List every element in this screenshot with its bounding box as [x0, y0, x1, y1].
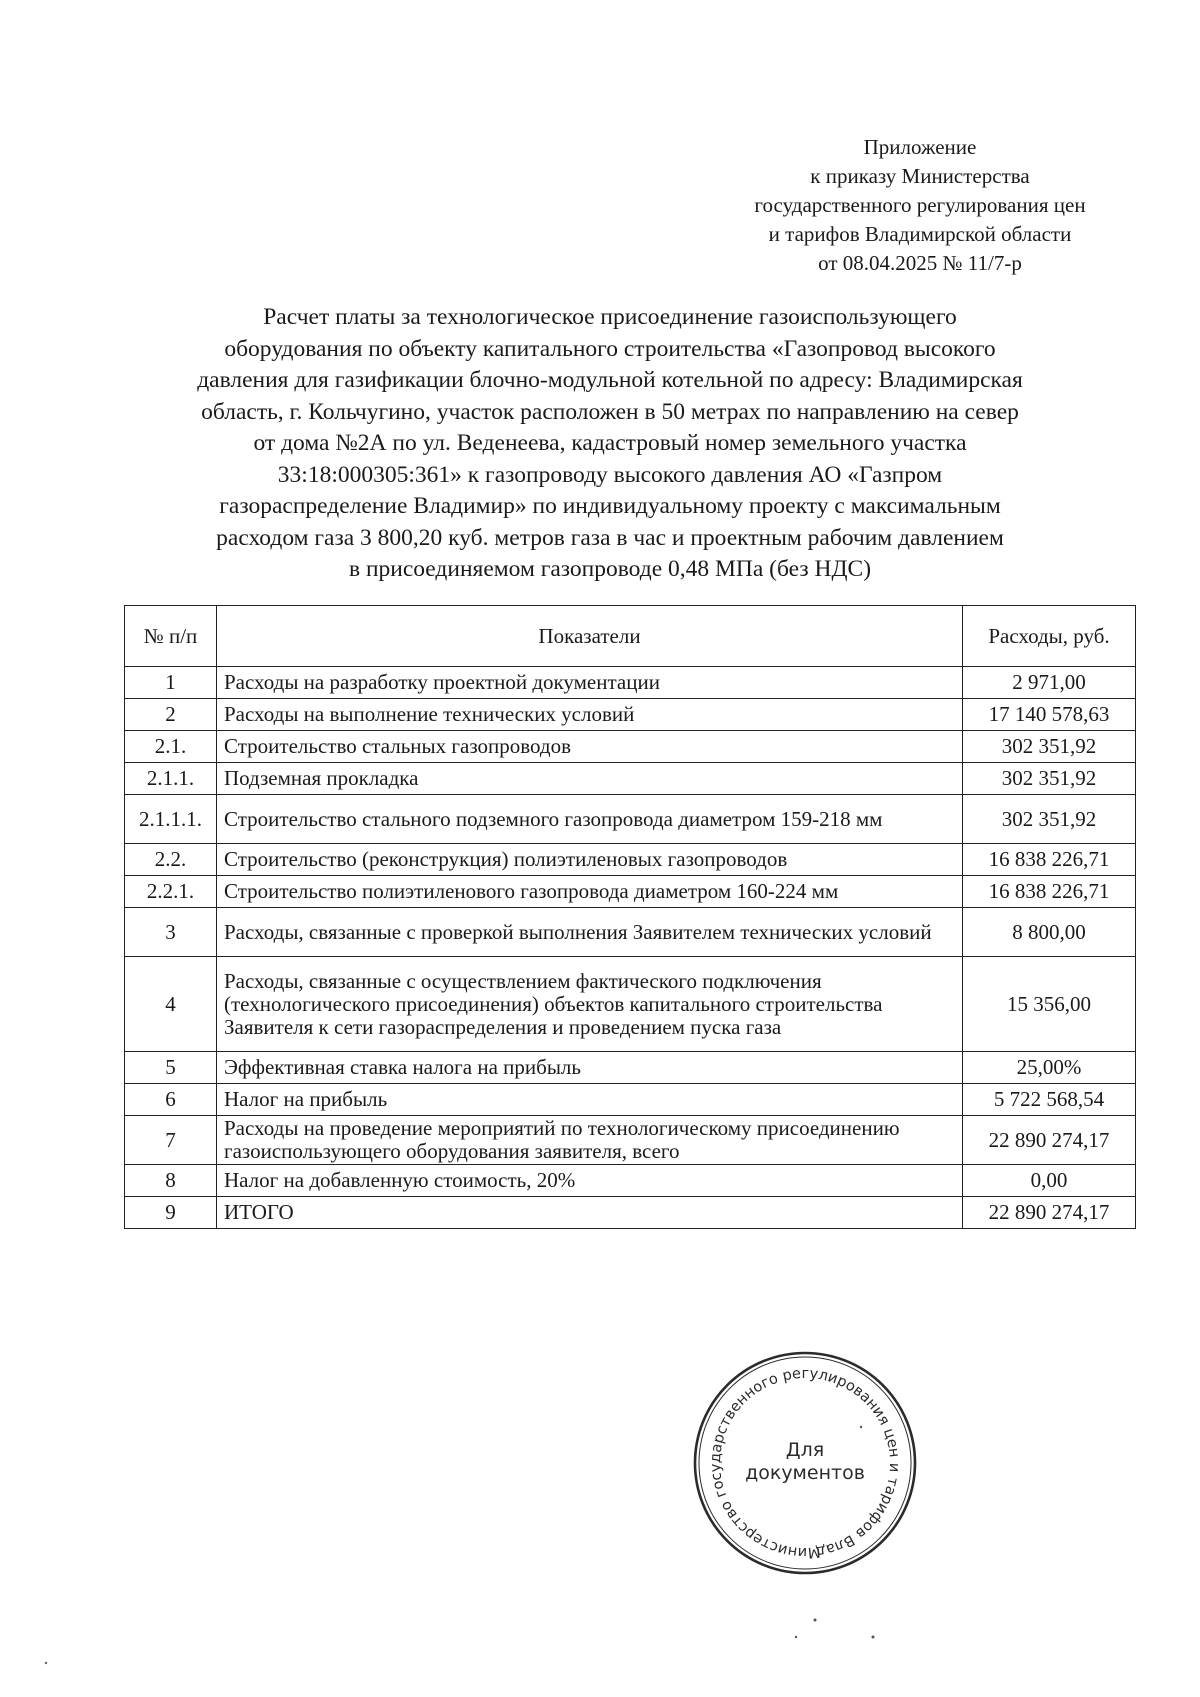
title-line: расходом газа 3 800,20 куб. метров газа в час и проектным рабочим давлением [216, 524, 1004, 551]
row-name: ИТОГО [217, 1197, 963, 1229]
row-amount: 302 351,92 [963, 795, 1136, 844]
row-num: 1 [125, 667, 217, 699]
row-num: 2 [125, 699, 217, 731]
appendix-line: к приказу Министерства [810, 164, 1030, 188]
row-name: Строительство стального подземного газопровода диаметром 159-218 мм [217, 795, 963, 844]
appendix-line: государственного регулирования цен [754, 193, 1086, 217]
table-row [125, 1084, 1136, 1116]
table-row [125, 844, 1136, 876]
row-num: 7 [125, 1116, 217, 1165]
row-amount: 22 890 274,17 [963, 1197, 1136, 1229]
row-amount: 17 140 578,63 [963, 699, 1136, 731]
row-amount: 8 800,00 [963, 908, 1136, 957]
title-line: в присоединяемом газопроводе 0,48 МПа (без НДС) [348, 556, 872, 582]
table-row [125, 667, 1136, 699]
row-name: Расходы на разработку проектной документации [217, 667, 963, 699]
row-num: 2.2. [125, 844, 217, 876]
appendix-line: и тарифов Владимирской области [768, 222, 1072, 246]
header-amount: Расходы, руб. [963, 606, 1136, 667]
row-name: Строительство стальных газопроводов [217, 731, 963, 763]
title-line: газораспределение Владимир» по индивидуальному проекту с максимальным [219, 493, 1001, 519]
row-num: 2.1.1. [125, 763, 217, 795]
row-num: 4 [125, 957, 217, 1052]
row-name: Строительство (реконструкция) полиэтиленовых газопроводов [217, 844, 963, 876]
header-num: № п/п [125, 606, 217, 667]
row-amount: 302 351,92 [963, 763, 1136, 795]
row-amount: 302 351,92 [963, 731, 1136, 763]
scan-speck [795, 1636, 797, 1638]
row-name: Строительство полиэтиленового газопровода диаметром 160-224 мм [217, 876, 963, 908]
row-num: 2.1.1.1. [125, 795, 217, 844]
row-num: 8 [125, 1165, 217, 1197]
table-row [125, 957, 1136, 1052]
row-num: 5 [125, 1052, 217, 1084]
row-name: Налог на добавленную стоимость, 20% [217, 1165, 963, 1197]
table-row [125, 1116, 1136, 1165]
table-row [125, 699, 1136, 731]
row-num: 9 [125, 1197, 217, 1229]
row-amount: 25,00% [963, 1052, 1136, 1084]
row-amount: 16 838 226,71 [963, 844, 1136, 876]
scan-speck [45, 1662, 47, 1664]
title-line: давления для газификации блочно-модульной котельной по адресу: Владимирская [197, 367, 1023, 393]
row-name: Расходы, связанные с осуществлением фактического подключения (технологического присоединения) объектов капитального строительства Заявителя к сети газораспределения и проведением пуска газа [217, 957, 963, 1052]
header-name: Показатели [217, 606, 963, 667]
row-amount: 2 971,00 [963, 667, 1136, 699]
stamp-ring-textpath: Министерство государственного регулирования цен и тарифов Владимирской [706, 1364, 904, 1562]
appendix-line: Приложение [863, 135, 977, 159]
row-amount: 22 890 274,17 [963, 1116, 1136, 1165]
row-num: 2.2.1. [125, 876, 217, 908]
table-row [125, 876, 1136, 908]
stamp-center-line2: документов [745, 1462, 865, 1484]
title-line: от дома №2А по ул. Веденеева, кадастровый номер земельного участка [253, 430, 967, 456]
row-amount: 15 356,00 [963, 957, 1136, 1052]
table-row [125, 795, 1136, 844]
appendix-block [700, 133, 1140, 278]
scan-speck [872, 1636, 875, 1639]
scan-speck [814, 1619, 817, 1622]
appendix-line: от 08.04.2025 № 11/7-р [818, 251, 1022, 275]
table-row [125, 908, 1136, 957]
table-row [125, 1052, 1136, 1084]
title-line: Расчет платы за технологическое присоединение газоиспользующего [263, 304, 957, 330]
calculation-table [124, 605, 1136, 1229]
title-line: область, г. Кольчугино, участок расположен в 50 метрах по направлению на север [201, 398, 1019, 425]
row-name: Эффективная ставка налога на прибыль [217, 1052, 963, 1084]
table-row [125, 731, 1136, 763]
title-line: 33:18:000305:361» к газопроводу высокого давления АО «Газпром [277, 461, 943, 488]
title-line: оборудования по объекту капитального строительства «Газопровод высокого [224, 335, 996, 362]
row-name: Расходы на проведение мероприятий по технологическому присоединению газоиспользующего оборудования заявителя, всего [217, 1116, 963, 1165]
row-name: Расходы, связанные с проверкой выполнения Заявителем технических условий [217, 908, 963, 957]
row-amount: 0,00 [963, 1165, 1136, 1197]
row-amount: 5 722 568,54 [963, 1084, 1136, 1116]
row-num: 6 [125, 1084, 217, 1116]
row-num: 2.1. [125, 731, 217, 763]
table-row [125, 1165, 1136, 1197]
table-row [125, 763, 1136, 795]
table-row [125, 1197, 1136, 1229]
document-title [130, 302, 1090, 586]
table-header-row [125, 606, 1136, 667]
row-name: Налог на прибыль [217, 1084, 963, 1116]
row-name: Подземная прокладка [217, 763, 963, 795]
official-stamp [690, 1348, 920, 1578]
stamp-center-line1: Для [785, 1439, 825, 1461]
row-num: 3 [125, 908, 217, 957]
row-name: Расходы на выполнение технических условий [217, 699, 963, 731]
row-amount: 16 838 226,71 [963, 876, 1136, 908]
